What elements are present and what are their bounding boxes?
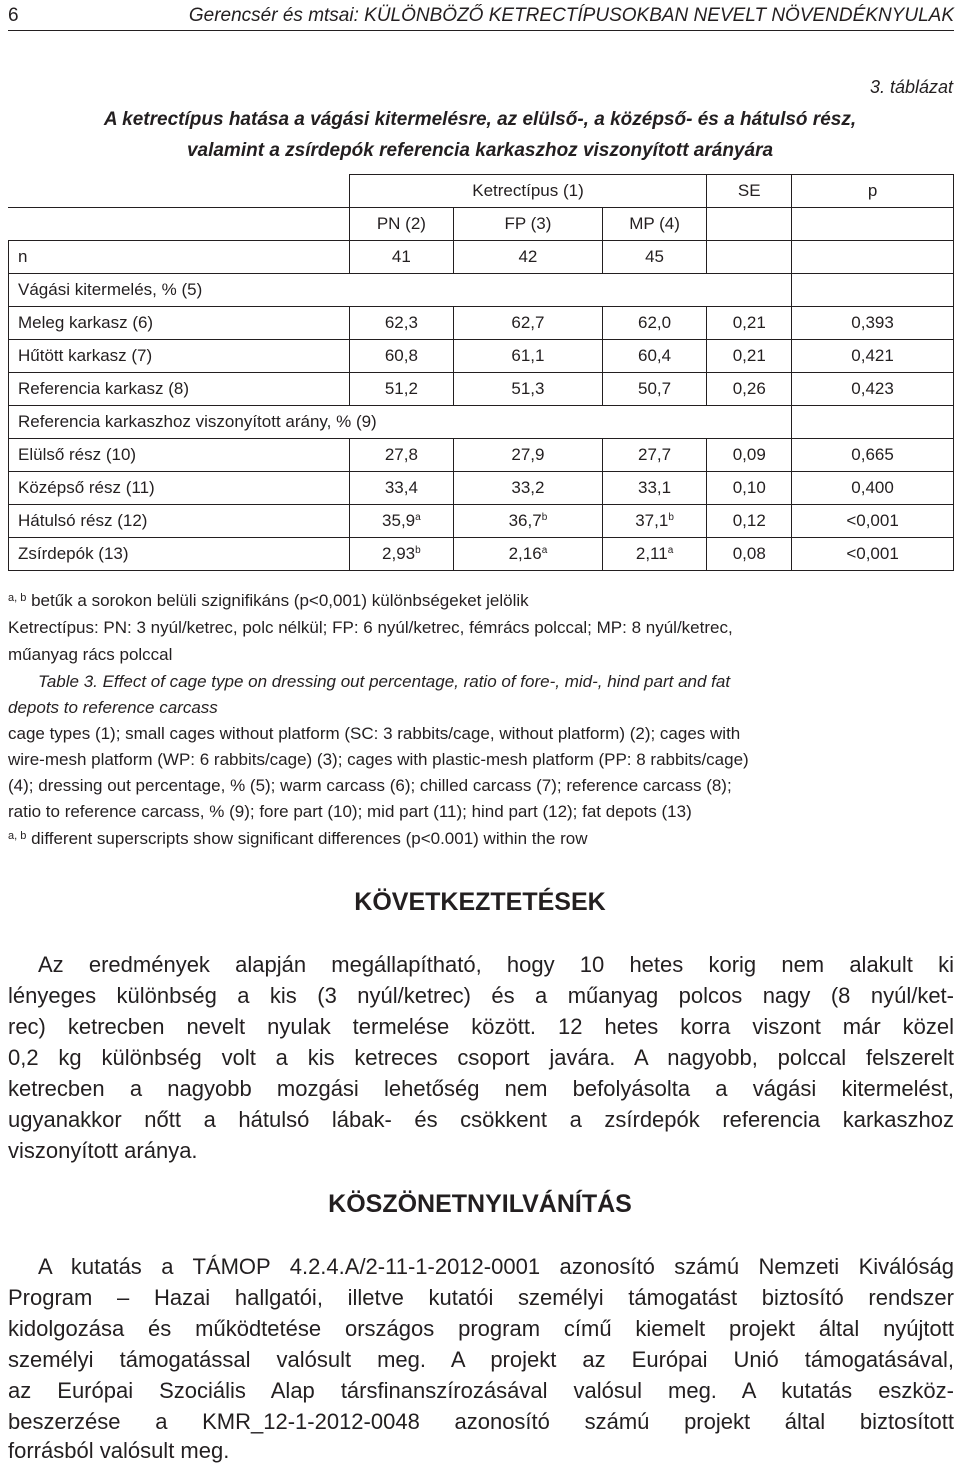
table-row — [9, 373, 954, 406]
value-mp: 62,0 — [602, 307, 707, 340]
value-p: 0,665 — [792, 439, 954, 472]
acknowledgements-line: beszerzése a KMR_12-1-2012-0048 azonosító számú projekt által biztosított — [8, 1409, 954, 1434]
value-mp: 37,1$^b$ — [602, 505, 707, 538]
acknowledgements-line: az Európai Szociális Alap társfinanszírozásával valósul meg. A kutatás eszköz- — [8, 1378, 954, 1403]
pn-header: PN (2) — [349, 208, 453, 241]
english-legend-3: (4); dressing out percentage, % (5); warm carcass (6); chilled carcass (7); reference carcass (8); — [8, 776, 732, 795]
table-row — [9, 439, 954, 472]
value-mp: 2,11$^a$ — [602, 538, 707, 571]
table-header-row-1 — [9, 175, 954, 208]
page-number: 6 — [8, 5, 19, 26]
value-p: <0,001 — [792, 505, 954, 538]
blank-cell — [792, 241, 954, 274]
row-label: Meleg karkasz (6) — [9, 307, 350, 340]
n-value-pn: 41 — [349, 241, 453, 274]
english-legend-5: $^{a, b}$ different superscripts show significant differences (p<0.001) within the row — [8, 829, 588, 848]
value-pn: 2,93$^b$ — [349, 538, 453, 571]
value-p: <0,001 — [792, 538, 954, 571]
table-header-row-2 — [9, 208, 954, 241]
p-header: p — [792, 175, 954, 208]
fp-header: FP (3) — [454, 208, 603, 241]
value-fp: 27,9 — [454, 439, 603, 472]
value-pn: 33,4 — [349, 472, 453, 505]
row-label: Referencia karkasz (8) — [9, 373, 350, 406]
table-row — [9, 472, 954, 505]
section-row — [9, 406, 954, 439]
table-title-line-2: valamint a zsírdepók referencia karkaszhoz viszonyított arányára — [186, 140, 774, 161]
value-pn: 60,8 — [349, 340, 453, 373]
acknowledgements-line: személyi támogatással valósult meg. A projekt az Európai Unió támogatásával, — [8, 1347, 954, 1372]
table-row — [9, 538, 954, 571]
blank-cell — [707, 241, 792, 274]
english-table-title-2: depots to reference carcass — [8, 698, 218, 717]
english-table-title-1: Table 3. Effect of cage type on dressing out percentage, ratio of fore-, mid-, hind part and fat — [38, 672, 731, 691]
header-blank-cell — [9, 175, 350, 208]
value-se: 0,26 — [707, 373, 792, 406]
value-se: 0,21 — [707, 307, 792, 340]
results-table — [8, 174, 954, 571]
value-fp: 33,2 — [454, 472, 603, 505]
value-mp: 60,4 — [602, 340, 707, 373]
blank-cell — [792, 406, 954, 439]
cage-type-group-header: Ketrectípus (1) — [349, 175, 707, 208]
acknowledgements-line: A kutatás a TÁMOP 4.2.4.A/2-11-1-2012-0001 azonosító számú Nemzeti Kiválóság — [38, 1254, 954, 1279]
value-pn: 27,8 — [349, 439, 453, 472]
conclusions-line: ketrecben a nagyobb mozgási lehetőség nem befolyásolta a vágási kitermelést, — [8, 1076, 954, 1101]
table-row — [9, 340, 954, 373]
row-label: Középső rész (11) — [9, 472, 350, 505]
section-row — [9, 274, 954, 307]
value-se: 0,21 — [707, 340, 792, 373]
row-label: Elülső rész (10) — [9, 439, 350, 472]
english-legend-4: ratio to reference carcass, % (9); fore part (10); mid part (11); hind part (12); fat depots (13) — [8, 802, 692, 821]
section-label-ratio: Referencia karkaszhoz viszonyított arány, % (9) — [9, 406, 792, 439]
value-fp: 62,7 — [454, 307, 603, 340]
table-row — [9, 307, 954, 340]
value-p: 0,421 — [792, 340, 954, 373]
blank-cell — [792, 274, 954, 307]
table-title-line-1: A ketrectípus hatása a vágási kitermelésre, az elülső-, a középső- és a hátulsó rész, — [103, 109, 857, 130]
value-p: 0,400 — [792, 472, 954, 505]
table-label: 3. táblázat — [869, 77, 953, 97]
value-fp: 51,3 — [454, 373, 603, 406]
value-fp: 36,7$^b$ — [454, 505, 603, 538]
conclusions-heading: KÖVETKEZTETÉSEK — [354, 888, 606, 916]
row-label: Zsírdepók (13) — [9, 538, 350, 571]
acknowledgements-line: Program – Hazai hallgatói, illetve kutatói személyi támogatást biztosító rendszer — [8, 1285, 954, 1310]
n-value-mp: 45 — [602, 241, 707, 274]
n-row — [9, 241, 954, 274]
running-header — [8, 4, 954, 31]
value-pn: 35,9$^a$ — [349, 505, 453, 538]
value-se: 0,10 — [707, 472, 792, 505]
table-note-cage-types-1: Ketrectípus: PN: 3 nyúl/ketrec, polc nélkül; FP: 6 nyúl/ketrec, fémrács polccal; MP: 8 nyúl/ketrec, — [8, 618, 733, 637]
value-se: 0,09 — [707, 439, 792, 472]
acknowledgements-line: forrásból valósult meg. — [8, 1438, 230, 1463]
n-value-fp: 42 — [454, 241, 603, 274]
conclusions-line: Az eredmények alapján megállapítható, hogy 10 hetes korig nem alakult ki — [38, 952, 954, 977]
blank-cell — [792, 208, 954, 241]
conclusions-line: rec) ketrecben nevelt nyulak termelése között. 12 hetes korra viszont már közel — [8, 1014, 954, 1039]
value-pn: 51,2 — [349, 373, 453, 406]
header-blank-cell — [9, 208, 350, 241]
running-title: Gerencsér és mtsai: KÜLÖNBÖZŐ KETRECTÍPUSOKBAN NEVELT NÖVENDÉKNYULAK — [188, 5, 954, 26]
acknowledgements-line: kidolgozása és működtetése országos program című kiemelt projekt által nyújtott — [8, 1316, 954, 1341]
conclusions-line: viszonyított aránya. — [8, 1138, 198, 1163]
table-note-significance: $^{a, b}$ betűk a sorokon belüli szignifikáns (p<0,001) különbségeket jelölik — [8, 591, 529, 610]
se-header: SE — [707, 175, 792, 208]
value-mp: 50,7 — [602, 373, 707, 406]
acknowledgements-heading: KÖSZÖNETNYILVÁNÍTÁS — [328, 1190, 632, 1218]
value-fp: 61,1 — [454, 340, 603, 373]
value-mp: 27,7 — [602, 439, 707, 472]
value-se: 0,12 — [707, 505, 792, 538]
conclusions-line: ugyanakkor nőtt a hátulsó lábak- és csökkent a zsírdepók referencia karkaszhoz — [8, 1107, 954, 1132]
english-legend-2: wire-mesh platform (WP: 6 rabbits/cage) (3); cages with plastic-mesh platform (PP: 8 rabbits/cage) — [8, 750, 749, 769]
value-fp: 2,16$^a$ — [454, 538, 603, 571]
value-mp: 33,1 — [602, 472, 707, 505]
section-label-dressing: Vágási kitermelés, % (5) — [9, 274, 792, 307]
n-label: n — [9, 241, 350, 274]
row-label: Hűtött karkasz (7) — [9, 340, 350, 373]
row-label: Hátulsó rész (12) — [9, 505, 350, 538]
mp-header: MP (4) — [602, 208, 707, 241]
table-note-cage-types-2: műanyag rács polccal — [8, 645, 173, 664]
table-row — [9, 505, 954, 538]
value-p: 0,393 — [792, 307, 954, 340]
blank-cell — [707, 208, 792, 241]
conclusions-line: lényeges különbség a kis (3 nyúl/ketrec) és a műanyag polcos nagy (8 nyúl/ket- — [8, 983, 954, 1008]
english-legend-1: cage types (1); small cages without platform (SC: 3 rabbits/cage, without platform) (2); cages with — [8, 724, 741, 743]
conclusions-line: 0,2 kg különbség volt a kis ketreces csoport javára. A nagyobb, polccal felszerelt — [8, 1045, 954, 1070]
value-p: 0,423 — [792, 373, 954, 406]
value-pn: 62,3 — [349, 307, 453, 340]
value-se: 0,08 — [707, 538, 792, 571]
